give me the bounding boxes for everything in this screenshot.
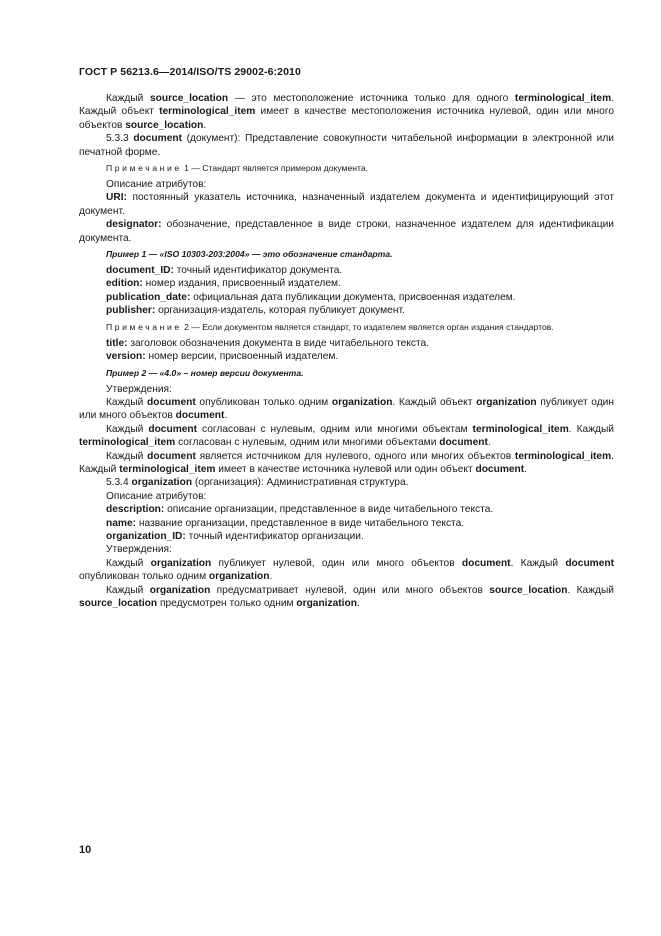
statements-heading-2: Утверждения: (106, 544, 172, 556)
section-5-3-4: 5.3.4 organization (организация): Административная структура. (106, 477, 409, 489)
page-number: 10 (79, 844, 92, 856)
attr-organization-id: organization_ID: точный идентификатор организации. (106, 530, 364, 542)
note-1: Примечание 1 — Стандарт является примером документа. (106, 163, 368, 174)
paragraph-source-location: Каждый source_location — это местоположение источника только для одного terminological_item. Каждый объект terminological_item имеет в качестве местоположения источника нулевой, один или много объектов source_location. (79, 93, 615, 131)
attr-document-id: document_ID: точный идентификатор документа. (106, 265, 343, 277)
statement-2: Каждый document согласован с нулевым, одним или многими объектам terminological_item. Каждый terminological_item согласован с нулевым, одним или многими объектами document. (79, 423, 614, 449)
attributes-heading-2: Описание атрибутов: (106, 490, 207, 502)
statements-heading: Утверждения: (106, 383, 172, 395)
attr-description: description: описание организации, представленное в виде читабельного текста. (106, 504, 494, 516)
section-5-3-3: 5.3.3 document (документ): Представление совокупности читабельной информации в электронной или печатной форме. (79, 133, 614, 158)
attributes-heading: Описание атрибутов: (106, 179, 207, 191)
statement-5: Каждый organization предусматривает нулевой, один или много объектов source_location. Каждый source_location предусмотрен только одним organization. (79, 584, 614, 609)
attr-publication-date: publication_date: официальная дата публикации документа, присвоенная издателем. (106, 291, 516, 303)
statement-1: Каждый document опубликован только одним organization. Каждый объект organization публикует один или много объектов document. (79, 396, 614, 422)
attr-name: name: название организации, представленное в виде читабельного текста. (106, 517, 465, 529)
attr-edition: edition: номер издания, присвоенный издателем. (106, 278, 341, 290)
note-2: Примечание 2 — Если документом является стандарт, то издателем является орган издания стандартов. (106, 321, 554, 332)
statement-3: Каждый document является источником для нулевого, одного или многих объектов terminological_item. Каждый terminological_item имеет в качестве источника нулевой или один объект document. (79, 450, 615, 475)
attr-designator: designator: обозначение, представленное в виде строки, назначенное издателем для идентификации документа. (79, 219, 614, 244)
example-2: Пример 2 — «4.0» – номер версии документа. (106, 367, 304, 378)
example-1: Пример 1 — «ISO 10303-203:2004» — это обозначение стандарта. (106, 249, 393, 260)
attr-version: version: номер версии, присвоенный издателем. (106, 351, 339, 363)
attr-title: title: заголовок обозначения документа в виде читабельного текста. (106, 337, 430, 349)
page-body (79, 92, 614, 610)
attr-publisher: publisher: организация-издатель, которая публикует документ. (106, 305, 405, 317)
attr-uri: URI: постоянный указатель источника, назначенный издателем документа и идентифицирующий этот документ. (79, 192, 614, 217)
document-header: ГОСТ Р 56213.6—2014/ISO/TS 29002-6:2010 (79, 66, 301, 78)
statement-4: Каждый organization публикует нулевой, один или много объектов document. Каждый document опубликован только одним organization. (79, 557, 615, 583)
